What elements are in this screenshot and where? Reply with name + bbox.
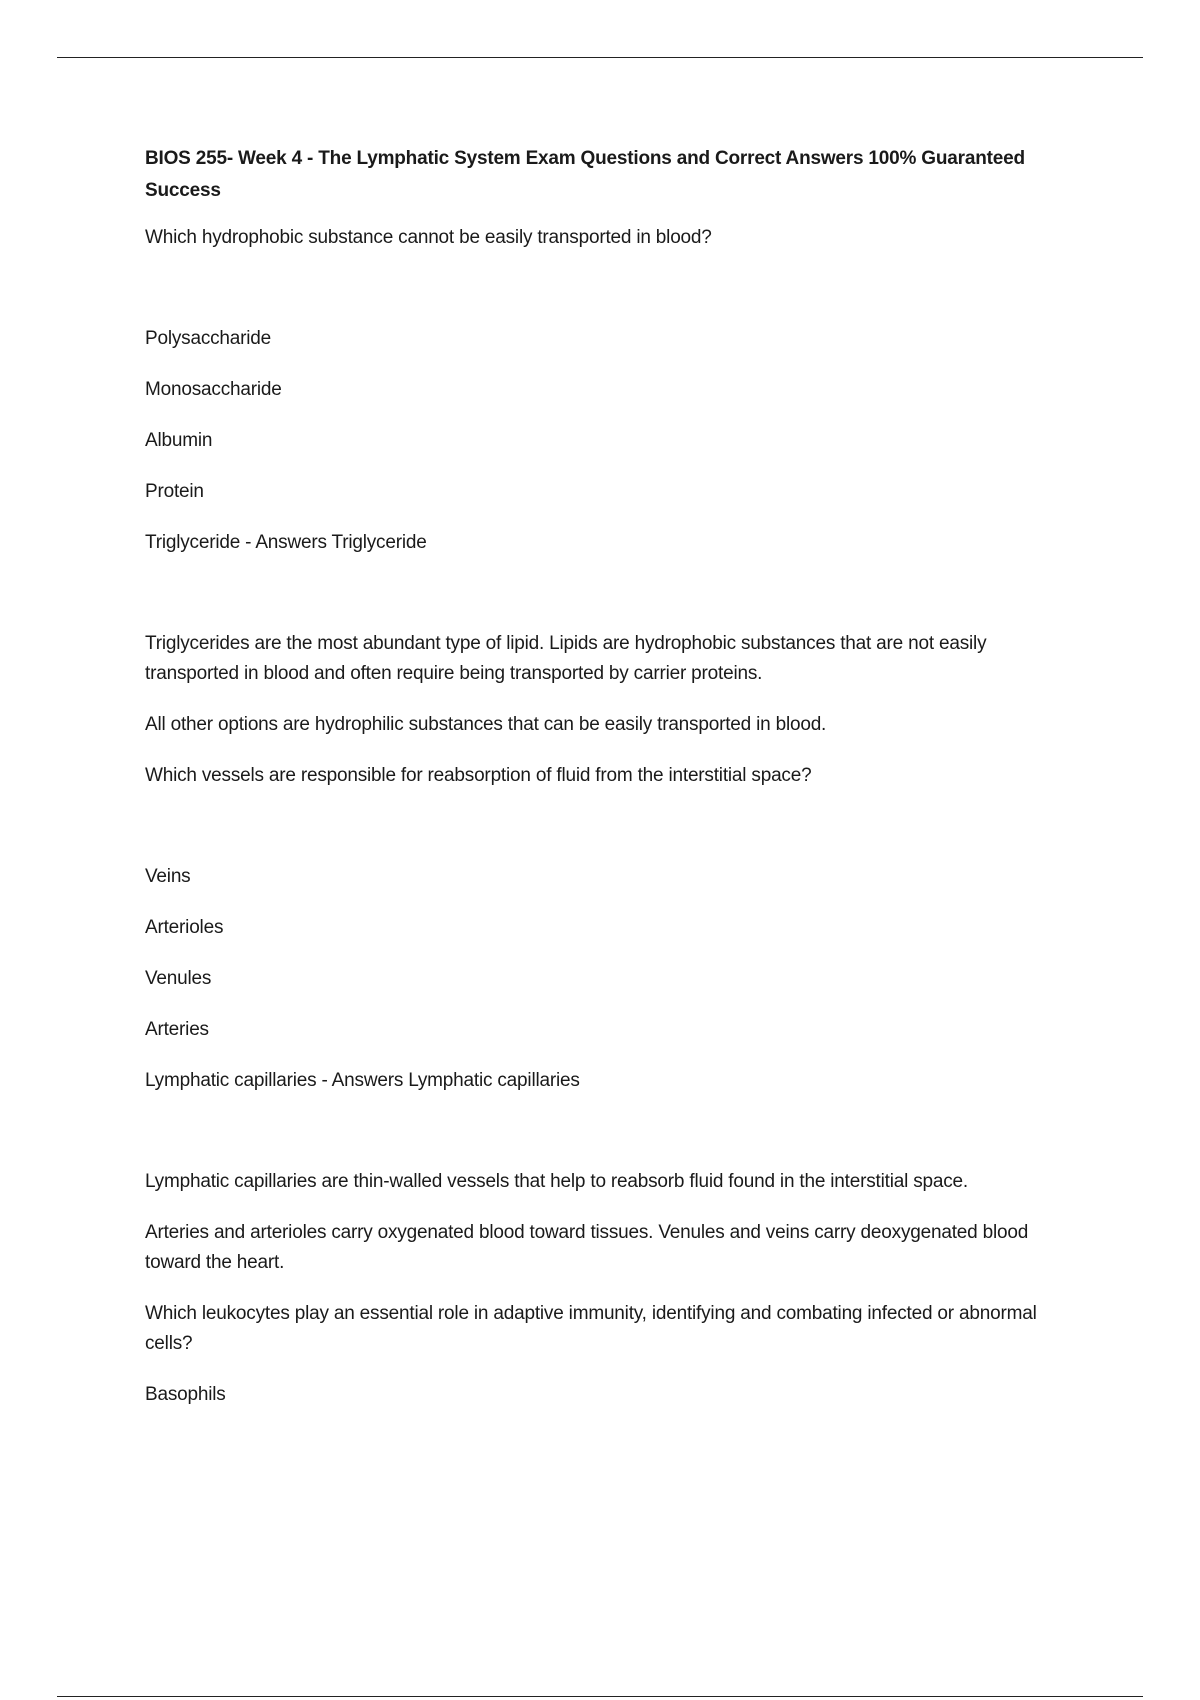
q2-option-answer: Lymphatic capillaries - Answers Lymphatic capillaries bbox=[145, 1070, 580, 1091]
q2-explanation-2: Arteries and arterioles carry oxygenated blood toward tissues. Venules and veins carry deoxygenated blood toward the heart. bbox=[145, 1222, 1029, 1273]
document-title: BIOS 255- Week 4 - The Lymphatic System Exam Questions and Correct Answers 100% Guaranteed Success bbox=[145, 148, 1025, 201]
q1-explanation-2: All other options are hydrophilic substances that can be easily transported in blood. bbox=[145, 714, 827, 735]
spacer bbox=[145, 812, 1085, 862]
question-1: Which hydrophobic substance cannot be easily transported in blood? bbox=[145, 227, 712, 248]
q1-option-1: Polysaccharide bbox=[145, 328, 272, 349]
q2-explanation-1: Lymphatic capillaries are thin-walled vessels that help to reabsorb fluid found in the interstitial space. bbox=[145, 1171, 968, 1192]
q1-option-2: Monosaccharide bbox=[145, 379, 282, 400]
spacer bbox=[145, 1117, 1085, 1167]
question-3: Which leukocytes play an essential role in adaptive immunity, identifying and combating infected or abnormal cells? bbox=[145, 1303, 1037, 1354]
spacer bbox=[145, 579, 1085, 629]
q1-option-answer: Triglyceride - Answers Triglyceride bbox=[145, 532, 427, 553]
header-rule bbox=[57, 57, 1143, 58]
q1-explanation-1: Triglycerides are the most abundant type of lipid. Lipids are hydrophobic substances that are not easily transported in blood and often require being transported by carrier proteins. bbox=[145, 633, 987, 684]
spacer bbox=[145, 274, 1085, 324]
q2-option-1: Veins bbox=[145, 866, 191, 887]
question-2: Which vessels are responsible for reabsorption of fluid from the interstitial space? bbox=[145, 765, 812, 786]
q2-option-2: Arterioles bbox=[145, 917, 224, 938]
document-body bbox=[145, 143, 1085, 1431]
q1-option-3: Albumin bbox=[145, 430, 213, 451]
q1-option-4: Protein bbox=[145, 481, 204, 502]
q2-option-3: Venules bbox=[145, 968, 212, 989]
footer-rule bbox=[57, 1696, 1143, 1697]
q3-option-1: Basophils bbox=[145, 1384, 226, 1405]
q2-option-4: Arteries bbox=[145, 1019, 209, 1040]
